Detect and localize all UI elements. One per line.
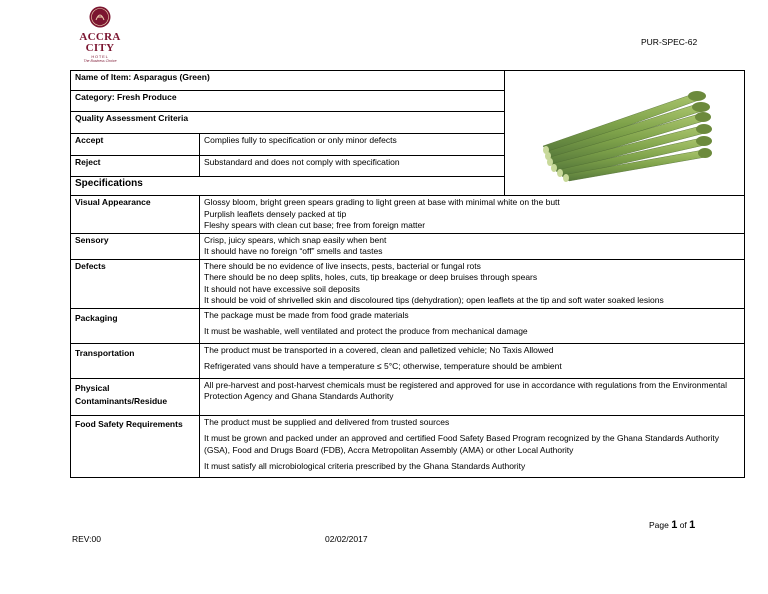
spec-line: It must be grown and packed under an approved and certified Food Safety Based Program recognized by the Ghana Standards Authority (GSA), Food and Drugs Board (FDB), Accra Metropolitan Assembly (AMA) or other Local Authority xyxy=(204,433,720,455)
sensory-label: Sensory xyxy=(71,233,200,259)
food-safety-label: Food Safety Requirements xyxy=(71,415,200,477)
document-date: 02/02/2017 xyxy=(325,534,368,544)
item-name: Name of Item: Asparagus (Green) xyxy=(71,71,505,91)
accept-label: Accept xyxy=(71,134,200,156)
hotel-emblem-icon xyxy=(89,6,111,28)
packaging-label: Packaging xyxy=(71,308,200,343)
food-safety-content xyxy=(200,415,745,477)
spec-line: It should not have excessive soil deposits xyxy=(204,283,360,294)
document-code: PUR-SPEC-62 xyxy=(641,37,698,47)
quality-assessment-criteria: Quality Assessment Criteria xyxy=(71,112,505,134)
product-image-cell xyxy=(505,71,745,196)
spec-line: There should be no deep splits, holes, cuts, tip breakage or deep bruises through spears xyxy=(204,272,538,282)
defects-label: Defects xyxy=(71,259,200,308)
defects-content xyxy=(200,259,745,308)
transportation-content xyxy=(200,343,745,378)
revision: REV:00 xyxy=(72,534,101,544)
logo-sub: HOTEL xyxy=(91,54,109,59)
contaminants-content xyxy=(200,378,745,415)
spec-line: Crisp, juicy spears, which snap easily when bent xyxy=(204,234,387,245)
spec-line: There should be no evidence of live insects, pests, bacterial or fungal rots xyxy=(204,260,481,271)
spec-line: It must satisfy all microbiological criteria prescribed by the Ghana Standards Authority xyxy=(204,461,526,471)
category: Category: Fresh Produce xyxy=(71,90,505,112)
page-current: 1 xyxy=(671,519,678,531)
asparagus-image xyxy=(537,80,713,190)
spec-line: The product must be transported in a covered, clean and palletized vehicle; No Taxis Allowed xyxy=(204,344,554,355)
spec-line: Purplish leaflets densely packed at tip xyxy=(204,208,347,219)
reject-text: Substandard and does not comply with specification xyxy=(200,155,505,177)
spec-line: The package must be made from food grade materials xyxy=(204,309,409,320)
spec-line: The product must be supplied and delivered from trusted sources xyxy=(204,416,450,427)
contaminants-label xyxy=(71,378,200,415)
contaminants-label-line2: Contaminants/Residue xyxy=(75,395,168,406)
hotel-logo xyxy=(64,6,136,63)
specifications-heading: Specifications xyxy=(71,177,505,196)
page-total: 1 xyxy=(689,519,696,531)
spec-line: Glossy bloom, bright green spears grading to light green at base with minimal white on the butt xyxy=(204,197,560,207)
specification-table xyxy=(70,70,745,478)
page-number xyxy=(649,519,695,531)
spec-line: Refrigerated vans should have a temperature ≤ 5°C; otherwise, temperature should be ambient xyxy=(204,361,562,371)
page-prefix: Page xyxy=(649,520,672,530)
spec-line: It must be washable, well ventilated and protect the produce from mechanical damage xyxy=(204,326,528,336)
logo-tagline: The Business Choice xyxy=(83,59,117,63)
contaminants-label-line1: Physical xyxy=(75,382,110,393)
page-of: of xyxy=(677,520,690,530)
logo-name: ACCRA CITY xyxy=(79,31,121,54)
accept-text: Complies fully to specification or only minor defects xyxy=(200,134,505,156)
visual-appearance-label: Visual Appearance xyxy=(71,196,200,234)
sensory-content xyxy=(200,233,745,259)
packaging-content xyxy=(200,308,745,343)
spec-line: It should be void of shrivelled skin and discoloured tips (dehydration); open leaflets at the tip and soft water soaked lesions xyxy=(204,295,664,305)
reject-label: Reject xyxy=(71,155,200,177)
spec-line: All pre-harvest and post-harvest chemicals must be registered and approved for use in accordance with regulations from the Environmental Protection Agency and Ghana Standards Authority xyxy=(204,379,728,401)
spec-line: It should have no foreign “off” smells and tastes xyxy=(204,246,383,256)
visual-appearance-content xyxy=(200,196,745,234)
transportation-label: Transportation xyxy=(71,343,200,378)
spec-line: Fleshy spears with clean cut base; free from foreign matter xyxy=(204,220,426,230)
